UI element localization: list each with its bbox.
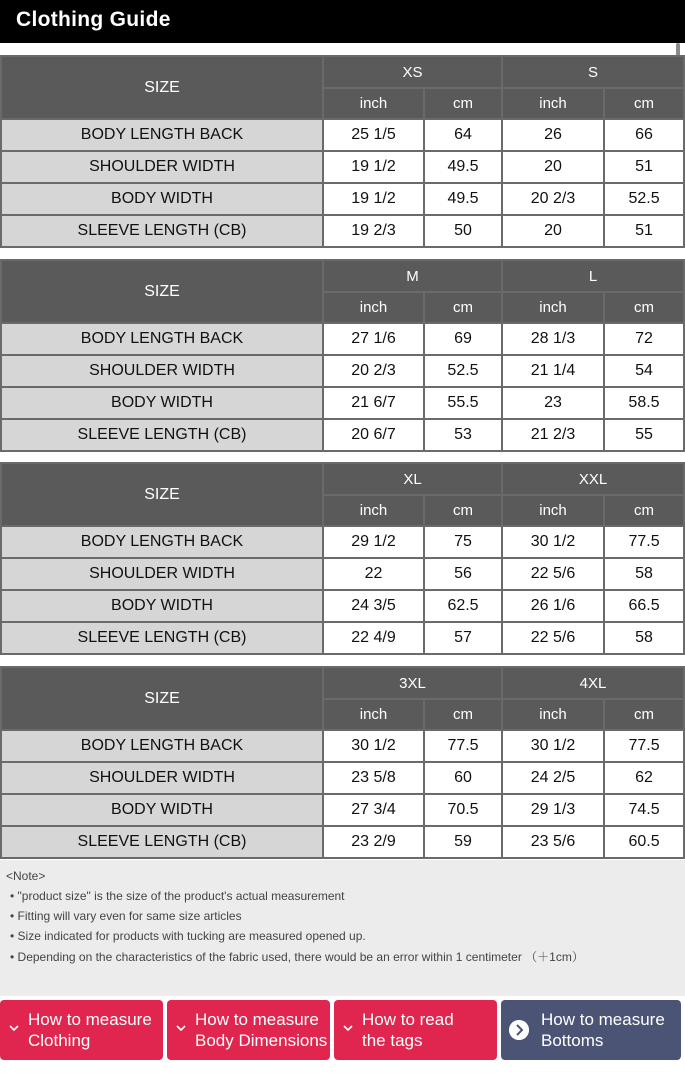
size-column-header: L	[502, 260, 684, 292]
row-label: BODY WIDTH	[1, 590, 323, 622]
measurement-cell: 27 1/6	[323, 323, 424, 355]
measurement-cell: 30 1/2	[323, 730, 424, 762]
row-label: BODY WIDTH	[1, 794, 323, 826]
unit-inch-header: inch	[502, 292, 604, 323]
measurement-cell: 23 5/8	[323, 762, 424, 794]
nav-label-line2: Body Dimensions	[195, 1031, 328, 1050]
size-column-header: XL	[323, 463, 502, 495]
chevron-down-icon	[8, 1022, 20, 1034]
row-label: BODY WIDTH	[1, 183, 323, 215]
row-label: SLEEVE LENGTH (CB)	[1, 622, 323, 654]
measurement-cell: 24 3/5	[323, 590, 424, 622]
measurement-cell: 20	[502, 151, 604, 183]
measurement-cell: 77.5	[424, 730, 502, 762]
row-label: BODY WIDTH	[1, 387, 323, 419]
app-header	[0, 0, 685, 43]
unit-cm-header: cm	[604, 495, 684, 526]
row-label: BODY LENGTH BACK	[1, 730, 323, 762]
table-row	[1, 215, 684, 247]
measurement-cell: 20 6/7	[323, 419, 424, 451]
measurement-cell: 66.5	[604, 590, 684, 622]
measurement-cell: 19 1/2	[323, 151, 424, 183]
measurement-cell: 60.5	[604, 826, 684, 858]
chevron-down-icon	[342, 1022, 354, 1034]
table-row	[1, 355, 684, 387]
nav-button-measure-body[interactable]	[167, 1000, 330, 1060]
size-table	[0, 666, 685, 859]
measurement-cell: 66	[604, 119, 684, 151]
nav-label-line1: How to measure	[541, 1010, 665, 1029]
size-table	[0, 462, 685, 655]
measurement-cell: 69	[424, 323, 502, 355]
measurement-cell: 70.5	[424, 794, 502, 826]
measurement-cell: 52.5	[424, 355, 502, 387]
measurement-cell: 51	[604, 215, 684, 247]
note-line: • Size indicated for products with tucking are measured opened up.	[10, 929, 366, 943]
row-label: BODY LENGTH BACK	[1, 323, 323, 355]
size-header: SIZE	[1, 260, 323, 323]
unit-cm-header: cm	[604, 292, 684, 323]
measurement-cell: 21 2/3	[502, 419, 604, 451]
table-row	[1, 558, 684, 590]
measurement-cell: 53	[424, 419, 502, 451]
measurement-cell: 72	[604, 323, 684, 355]
unit-inch-header: inch	[502, 88, 604, 119]
measurement-cell: 50	[424, 215, 502, 247]
nav-label-line1: How to measure	[28, 1010, 152, 1029]
measurement-cell: 23 2/9	[323, 826, 424, 858]
measurement-cell: 29 1/2	[323, 526, 424, 558]
unit-inch-header: inch	[502, 699, 604, 730]
measurement-cell: 26 1/6	[502, 590, 604, 622]
nav-label-line2: Bottoms	[541, 1031, 604, 1050]
measurement-cell: 58.5	[604, 387, 684, 419]
table-row	[1, 183, 684, 215]
measurement-cell: 55	[604, 419, 684, 451]
table-row	[1, 730, 684, 762]
measurement-cell: 22 5/6	[502, 558, 604, 590]
table-row	[1, 387, 684, 419]
measurement-cell: 22 5/6	[502, 622, 604, 654]
unit-inch-header: inch	[323, 292, 424, 323]
measurement-cell: 49.5	[424, 183, 502, 215]
measurement-cell: 20 2/3	[323, 355, 424, 387]
nav-button-read-tags[interactable]	[334, 1000, 497, 1060]
unit-cm-header: cm	[424, 699, 502, 730]
measurement-cell: 59	[424, 826, 502, 858]
size-column-header: S	[502, 56, 684, 88]
measurement-cell: 28 1/3	[502, 323, 604, 355]
row-label: SLEEVE LENGTH (CB)	[1, 826, 323, 858]
nav-button-measure-bottoms[interactable]	[501, 1000, 681, 1060]
page-title: Clothing Guide	[16, 8, 171, 31]
measurement-cell: 62.5	[424, 590, 502, 622]
table-row	[1, 590, 684, 622]
table-row	[1, 419, 684, 451]
nav-label-line1: How to measure	[195, 1010, 319, 1029]
measurement-cell: 25 1/5	[323, 119, 424, 151]
nav-button-measure-clothing[interactable]	[0, 1000, 163, 1060]
measurement-cell: 21 6/7	[323, 387, 424, 419]
measurement-cell: 55.5	[424, 387, 502, 419]
measurement-cell: 60	[424, 762, 502, 794]
size-column-header: XS	[323, 56, 502, 88]
measurement-cell: 57	[424, 622, 502, 654]
measurement-cell: 30 1/2	[502, 730, 604, 762]
table-row	[1, 119, 684, 151]
row-label: SHOULDER WIDTH	[1, 355, 323, 387]
measurement-cell: 29 1/3	[502, 794, 604, 826]
measurement-cell: 30 1/2	[502, 526, 604, 558]
measurement-cell: 49.5	[424, 151, 502, 183]
measurement-cell: 20 2/3	[502, 183, 604, 215]
table-row	[1, 323, 684, 355]
table-row	[1, 794, 684, 826]
unit-inch-header: inch	[502, 495, 604, 526]
size-column-header: 3XL	[323, 667, 502, 699]
note-line: • "product size" is the size of the product's actual measurement	[10, 889, 345, 903]
table-row	[1, 762, 684, 794]
unit-inch-header: inch	[323, 699, 424, 730]
measurement-cell: 22 4/9	[323, 622, 424, 654]
measurement-cell: 52.5	[604, 183, 684, 215]
row-label: SHOULDER WIDTH	[1, 151, 323, 183]
measurement-cell: 24 2/5	[502, 762, 604, 794]
measurement-cell: 54	[604, 355, 684, 387]
measurement-cell: 21 1/4	[502, 355, 604, 387]
size-column-header: M	[323, 260, 502, 292]
measurement-cell: 62	[604, 762, 684, 794]
measurement-cell: 58	[604, 558, 684, 590]
measurement-cell: 23 5/6	[502, 826, 604, 858]
measurement-cell: 56	[424, 558, 502, 590]
note-line: • Fitting will vary even for same size articles	[10, 909, 242, 923]
measurement-cell: 20	[502, 215, 604, 247]
unit-cm-header: cm	[604, 88, 684, 119]
row-label: SLEEVE LENGTH (CB)	[1, 419, 323, 451]
size-column-header: 4XL	[502, 667, 684, 699]
measurement-cell: 26	[502, 119, 604, 151]
size-table	[0, 55, 685, 248]
unit-inch-header: inch	[323, 88, 424, 119]
measurement-cell: 51	[604, 151, 684, 183]
unit-cm-header: cm	[424, 495, 502, 526]
measurement-cell: 19 1/2	[323, 183, 424, 215]
nav-label-line2: Clothing	[28, 1031, 91, 1050]
measurement-cell: 74.5	[604, 794, 684, 826]
table-row	[1, 826, 684, 858]
nav-label-line1: How to read	[362, 1010, 454, 1029]
measurement-cell: 77.5	[604, 526, 684, 558]
unit-cm-header: cm	[424, 88, 502, 119]
measurement-cell: 64	[424, 119, 502, 151]
measurement-cell: 23	[502, 387, 604, 419]
table-row	[1, 622, 684, 654]
row-label: SHOULDER WIDTH	[1, 762, 323, 794]
table-row	[1, 526, 684, 558]
size-header: SIZE	[1, 667, 323, 730]
table-row	[1, 151, 684, 183]
chevron-down-icon	[175, 1022, 187, 1034]
size-table	[0, 259, 685, 452]
unit-inch-header: inch	[323, 495, 424, 526]
row-label: BODY LENGTH BACK	[1, 119, 323, 151]
note-line: • Depending on the characteristics of the fabric used, there would be an error within 1 centimeter （＋1cm）	[10, 950, 584, 964]
measurement-cell: 58	[604, 622, 684, 654]
chevron-right-circle-icon	[509, 1020, 529, 1040]
unit-cm-header: cm	[604, 699, 684, 730]
notes-panel	[0, 860, 685, 996]
size-header: SIZE	[1, 56, 323, 119]
measurement-cell: 77.5	[604, 730, 684, 762]
measurement-cell: 22	[323, 558, 424, 590]
notes-title: <Note>	[6, 869, 46, 883]
row-label: BODY LENGTH BACK	[1, 526, 323, 558]
row-label: SLEEVE LENGTH (CB)	[1, 215, 323, 247]
unit-cm-header: cm	[424, 292, 502, 323]
measurement-cell: 75	[424, 526, 502, 558]
size-column-header: XXL	[502, 463, 684, 495]
row-label: SHOULDER WIDTH	[1, 558, 323, 590]
measurement-cell: 19 2/3	[323, 215, 424, 247]
measurement-cell: 27 3/4	[323, 794, 424, 826]
size-header: SIZE	[1, 463, 323, 526]
nav-label-line2: the tags	[362, 1031, 423, 1050]
